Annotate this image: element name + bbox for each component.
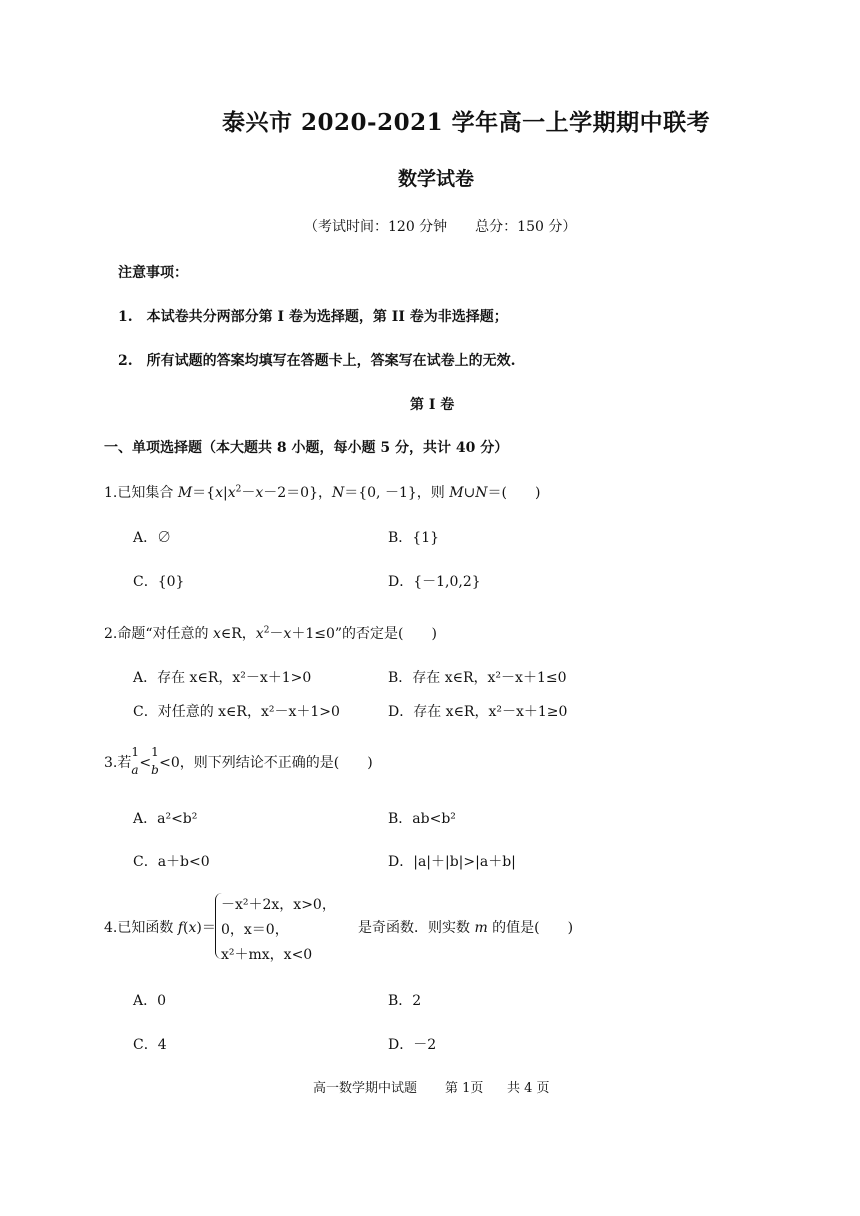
footer-page-number: 第 1页 bbox=[445, 1081, 484, 1096]
exam-subtitle: 数学试卷 bbox=[398, 168, 475, 190]
footer-page-total: 共 4 页 bbox=[507, 1081, 550, 1096]
section-heading: 一、单项选择题（本大题共 8 小题，每小题 5 分，共计 40 分） bbox=[104, 440, 509, 456]
question-1-option-b: B．{1} bbox=[388, 530, 440, 546]
question-4-option-d: D．－2 bbox=[388, 1037, 437, 1053]
piecewise-case-2: 0，x＝0， bbox=[221, 922, 289, 938]
question-4-stem-lead: 4.已知函数 f(x)＝ bbox=[104, 920, 216, 936]
footer-exam-name: 高一数学期中试题 bbox=[313, 1081, 418, 1096]
question-2-option-a: A．存在 x∈R，x²－x＋1>0 bbox=[133, 670, 312, 686]
question-4-option-a: A．0 bbox=[133, 993, 167, 1009]
question-2-option-c: C．对任意的 x∈R，x²－x＋1>0 bbox=[133, 704, 340, 720]
exam-info: （考试时间：120 分钟 总分：150 分） bbox=[304, 219, 577, 235]
question-2-stem: 2.命题“对任意的 x∈R，$x^2-x+1\le 0$”的否定是( ) bbox=[104, 625, 437, 642]
question-2-option-b: B．存在 x∈R，x²－x＋1≤0 bbox=[388, 670, 567, 686]
question-3-option-a: A．a²<b² bbox=[133, 811, 198, 827]
question-3-option-b: B．ab<b² bbox=[388, 811, 456, 827]
question-3-option-d: D．|a|＋|b|>|a＋b| bbox=[388, 854, 516, 870]
question-1-option-c: C．{0} bbox=[133, 574, 185, 590]
question-3-stem: 3.若 1 a < 1 b <0，则下列结论不正确的是( ) bbox=[104, 745, 373, 777]
question-1-stem: 1.已知集合 $M=\{x|x^2-x-2=0\}$，N＝{0, －1}，则 M∪N＝( ) bbox=[104, 484, 541, 501]
question-3-option-c: C．a＋b<0 bbox=[133, 854, 210, 870]
note-item-2: 2. 所有试题的答案均填写在答题卡上，答案写在试卷上的无效. bbox=[118, 353, 516, 369]
question-4-option-b: B．2 bbox=[388, 993, 422, 1009]
question-1-option-a: A．∅ bbox=[133, 530, 172, 546]
piecewise-case-3: x²＋mx，x<0 bbox=[221, 947, 313, 963]
fraction-1-over-a: 1 a bbox=[131, 745, 139, 777]
fraction-1-over-b: 1 b bbox=[151, 745, 159, 777]
part-label: 第 I 卷 bbox=[410, 397, 455, 413]
note-item-1: 1. 本试卷共分两部分第 I 卷为选择题，第 II 卷为非选择题； bbox=[118, 309, 508, 325]
piecewise-case-1: －x²＋2x，x>0， bbox=[221, 897, 336, 913]
question-4-stem-tail: 是奇函数．则实数 m 的值是( ) bbox=[358, 920, 574, 936]
question-4-option-c: C．4 bbox=[133, 1037, 167, 1053]
notes-heading: 注意事项： bbox=[118, 265, 188, 281]
exam-title: 泰兴市 2020-2021 学年高一上学期期中联考 bbox=[222, 109, 711, 136]
question-1-option-d: D．{－1,0,2} bbox=[388, 574, 481, 590]
question-2-option-d: D．存在 x∈R，x²－x＋1≥0 bbox=[388, 704, 568, 720]
